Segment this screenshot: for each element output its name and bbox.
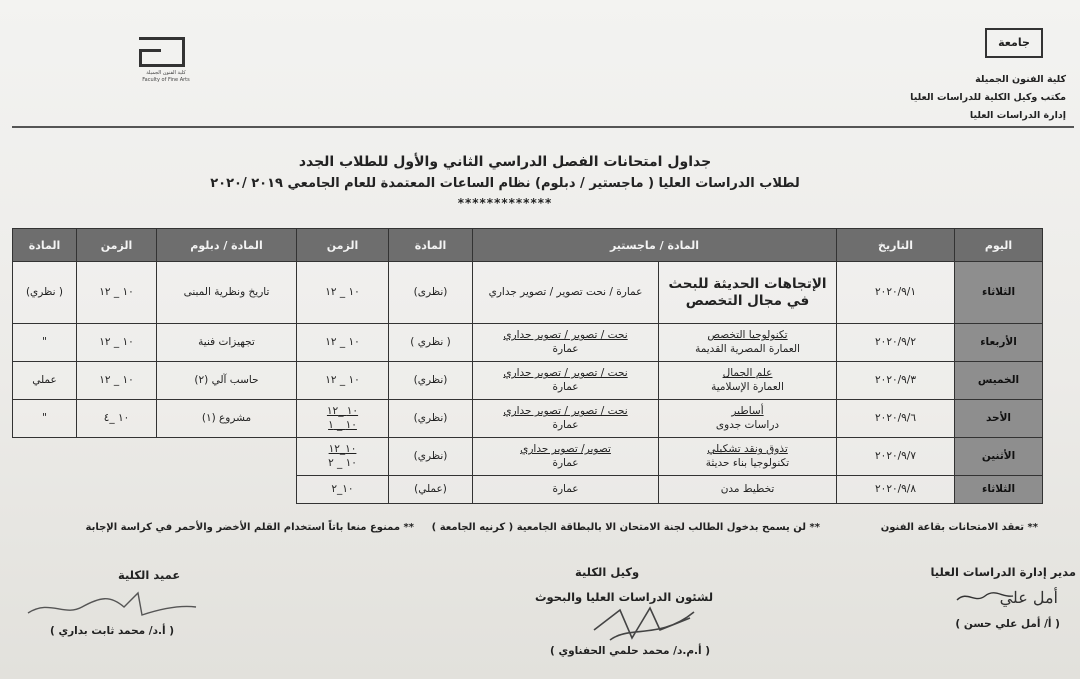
row-diploma-subject: تاريخ ونظرية المبنى <box>157 262 297 324</box>
row-date: ٢٠٢٠/٩/٦ <box>837 400 955 438</box>
director-signature-mark <box>955 588 1015 606</box>
note-pen-colors: ** ممنوع منعا باتاً استخدام القلم الأخضر والأحمر في كراسة الإجابة <box>85 522 414 533</box>
row-type: ( نظري ) <box>389 324 473 362</box>
row-time: ١٠_٢ <box>297 476 389 504</box>
row-master-subject: الإتجاهات الحديثة للبحث في مجال التخصص <box>659 262 837 324</box>
master-subject-line1: علم الجمال <box>722 367 773 380</box>
sections-line1: تصوير/ تصوير جداري <box>520 443 611 456</box>
table-row <box>13 400 1043 438</box>
header-date: التاريخ <box>837 229 955 262</box>
empty-diploma-cells <box>13 438 297 476</box>
header-office: مكتب وكيل الكلية للدراسات العليا <box>910 92 1066 103</box>
empty-diploma-cells <box>13 476 297 504</box>
row-day: الخميس <box>955 362 1043 400</box>
row-day: الثلاثاء <box>955 476 1043 504</box>
director-handwriting: أمل علي <box>999 588 1058 607</box>
header-diploma-type: المادة <box>13 229 77 262</box>
vice-dean-signature <box>590 600 700 645</box>
table-row <box>13 262 1043 324</box>
row-diploma-type: " <box>13 400 77 438</box>
sections-line2: عمارة <box>552 380 579 393</box>
header-diploma-subject: المادة / دبلوم <box>157 229 297 262</box>
row-diploma-subject: مشروع (١) <box>157 400 297 438</box>
dean-title: عميد الكلية <box>118 568 181 582</box>
master-subject-line1: أساطير <box>731 405 764 418</box>
row-sections <box>473 362 659 400</box>
table-row <box>13 476 1043 504</box>
title-stars: ************* <box>457 196 553 210</box>
row-time: ١٠ _ ١٢ <box>297 324 389 362</box>
row-type: (نظري) <box>389 362 473 400</box>
row-diploma-time: ١٠ _ ١٢ <box>77 262 157 324</box>
director-title: مدير إدارة الدراسات العليا <box>930 565 1076 579</box>
header-diploma-time: الزمن <box>77 229 157 262</box>
row-diploma-time: ١٠ _ ١٢ <box>77 362 157 400</box>
row-type: (عملي) <box>389 476 473 504</box>
vice-dean-title: وكيل الكلية <box>575 565 640 579</box>
row-diploma-type: ( نظري) <box>13 262 77 324</box>
master-subject-line2: تكنولوجيا بناء حديثة <box>705 456 790 469</box>
row-diploma-subject: حاسب آلي (٢) <box>157 362 297 400</box>
row-type: (نظري) <box>389 400 473 438</box>
row-date: ٢٠٢٠/٩/١ <box>837 262 955 324</box>
vice-dean-name: ( أ.م.د/ محمد حلمي الحفناوي ) <box>550 645 711 657</box>
sections-line2: عمارة <box>552 342 579 355</box>
row-time <box>297 438 389 476</box>
university-logo-right: جامعة <box>985 28 1043 58</box>
row-master-subject: تخطيط مدن <box>659 476 837 504</box>
row-master-subject <box>659 362 837 400</box>
note-exam-hall: ** تعقد الامتحانات بقاعة الفنون <box>880 522 1038 533</box>
row-diploma-type: " <box>13 324 77 362</box>
table-header-row <box>13 229 1043 262</box>
sections-line1: نحت / تصوير / تصوير جداري <box>503 329 628 342</box>
director-name: ( أ/ أمل علي حسن ) <box>955 618 1060 630</box>
row-date: ٢٠٢٠/٩/٧ <box>837 438 955 476</box>
master-subject-line1: تكنولوجيا التخصص <box>707 329 788 342</box>
time-line2: ١٠ _ ٢ <box>328 456 357 469</box>
master-subject-line2: دراسات جدوى <box>715 418 780 431</box>
row-type: (نظرى) <box>389 262 473 324</box>
row-date: ٢٠٢٠/٩/٢ <box>837 324 955 362</box>
row-sections <box>473 438 659 476</box>
dean-signature <box>20 585 200 625</box>
row-master-subject <box>659 400 837 438</box>
note-id-card: ** لن يسمح بدخول الطالب لجنة الامتحان الا بالبطاقة الجامعية ( كرنيه الجامعة ) <box>431 522 820 533</box>
schedule-subtitle: لطلاب الدراسات العليا ( ماجستير / دبلوم) نظام الساعات المعتمدة للعام الجامعي ٢٠١٩ /٢٠٢٠ <box>210 176 800 191</box>
header-department: إدارة الدراسات العليا <box>969 110 1066 121</box>
master-subject-line2: العمارة الإسلامية <box>711 380 784 393</box>
header-divider <box>12 126 1074 128</box>
vice-dean-subtitle: لشئون الدراسات العليا والبحوث <box>535 590 714 604</box>
row-diploma-time: ١٠ _٤ <box>77 400 157 438</box>
schedule-title: جداول امتحانات الفصل الدراسي الثاني والأول للطلاب الجدد <box>298 154 712 170</box>
table-row <box>13 362 1043 400</box>
time-line1: ١٠_١٢ <box>328 443 357 456</box>
header-master-subject: المادة / ماجستير <box>473 229 837 262</box>
logo-caption-english: Faculty of Fine Arts <box>142 77 190 83</box>
row-time <box>297 400 389 438</box>
master-subject-line1: تذوق ونقد تشكيلي <box>707 443 788 456</box>
sections-line1: نحت / تصوير / تصوير جداري <box>503 367 628 380</box>
row-sections <box>473 400 659 438</box>
row-day: الأحد <box>955 400 1043 438</box>
dean-name: ( أ.د/ محمد ثابت بداري ) <box>50 625 175 637</box>
header-subject-type: المادة <box>389 229 473 262</box>
row-diploma-subject: تجهيزات فنية <box>157 324 297 362</box>
table-row <box>13 324 1043 362</box>
row-sections: عمارة <box>473 476 659 504</box>
header-faculty: كلية الفنون الجميلة <box>975 74 1066 85</box>
row-time: ١٠ _ ١٢ <box>297 362 389 400</box>
row-date: ٢٠٢٠/٩/٣ <box>837 362 955 400</box>
exam-schedule-table <box>12 228 1043 504</box>
row-time: ١٠ _ ١٢ <box>297 262 389 324</box>
row-diploma-time: ١٠ _ ١٢ <box>77 324 157 362</box>
sections-line1: نحت / تصوير / تصوير جداري <box>503 405 628 418</box>
row-day: الأربعاء <box>955 324 1043 362</box>
sections-line2: عمارة <box>552 456 579 469</box>
table-row <box>13 438 1043 476</box>
header-time: الزمن <box>297 229 389 262</box>
time-line1: ١٠ _١٢ <box>326 405 359 418</box>
row-date: ٢٠٢٠/٩/٨ <box>837 476 955 504</box>
master-subject-line2: العمارة المصرية القديمة <box>695 342 800 355</box>
row-diploma-type: عملي <box>13 362 77 400</box>
row-type: (نظري) <box>389 438 473 476</box>
logo-caption-arabic: كلية الفنون الجميلة <box>146 70 186 76</box>
logo-frame-inner-shape <box>139 49 161 67</box>
row-day: الأثنين <box>955 438 1043 476</box>
row-sections: عمارة / نحت تصوير / تصوير جداري <box>473 262 659 324</box>
time-line2: ١٠ _ ١ <box>328 418 357 431</box>
sections-line2: عمارة <box>552 418 579 431</box>
faculty-logo-left <box>135 35 197 83</box>
row-master-subject <box>659 324 837 362</box>
row-day: الثلاثاء <box>955 262 1043 324</box>
row-master-subject <box>659 438 837 476</box>
row-sections <box>473 324 659 362</box>
header-day: اليوم <box>955 229 1043 262</box>
